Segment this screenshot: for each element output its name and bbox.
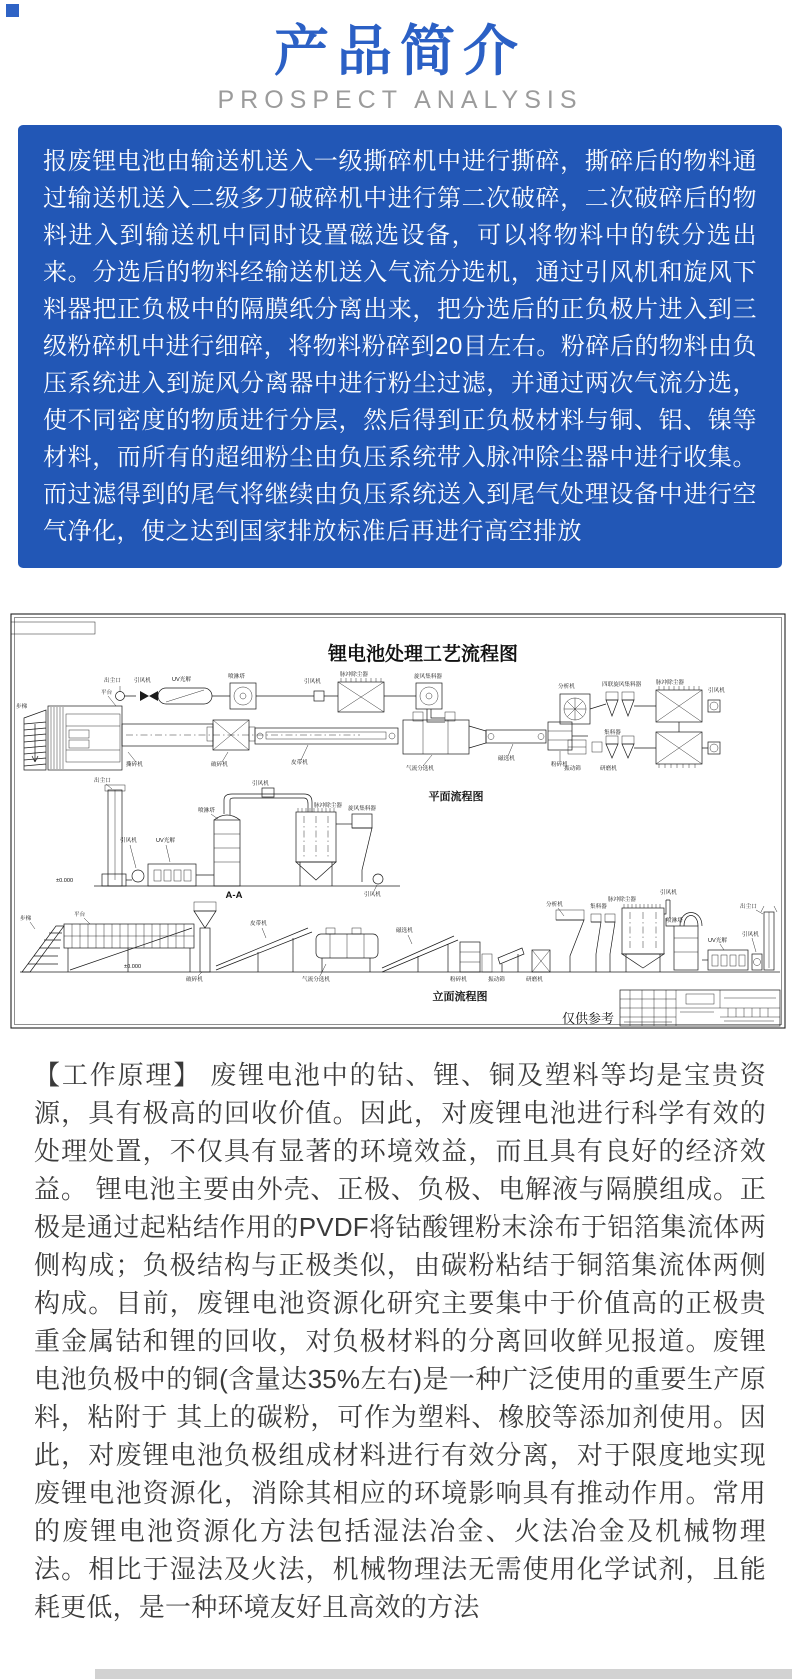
mill-label: 粉碎机 — [551, 762, 568, 768]
collector-label-plan: 集料器 — [604, 730, 621, 736]
fan-label-plan1: 引风机 — [134, 678, 151, 684]
pulse-collector-label-plan: 脉冲除尘器 — [340, 672, 368, 678]
working-principle-text: 【工作原理】 废锂电池中的钴、锂、铜及塑料等均是宝贵资源，具有极高的回收价值。因此，对废锂电池进行科学有效的处理处置，不仅具有显著的环境效益，而且具有良好的经济效益。 锂电池主要由外壳、正极、负极、电解液与隔膜组成。正极是通过起粘结作用的PVDF将钴酸锂粉末涂布于铝箔集流体两侧构成；负极结构与正极类似，由碳粉粘结于铜箔集流体两侧构成。目前，废锂电池资源化研究主要集中于价值高的正极贵重金属钴和锂的回收，对负极材料的分离回收鲜见报道。废锂电池负极中的铜(含量达35%左右)是一种广泛使用的重要生产原料，粘附于 其上的碳粉，可作为塑料、橡胶等添加剂使用。因此，对废锂电池负极组成材料进行有效分离，对于限度地实现废锂电池资源化，消除其相应的环境影响具有推动作用。常用的废锂电池资源化方法包括湿法冶金、火法冶金及机械物理法。相比于湿法及火法，机械物理法无需使用化学试剂，且能耗更低，是一种环境友好且高效的方法 — [34, 1060, 766, 1622]
page-title: 产品简介 — [273, 20, 526, 82]
drawing-title: 锂电池处理工艺流程图 — [327, 644, 519, 665]
process-intro-panel — [18, 125, 782, 568]
pulse-collector-label-elev: 脉冲除尘器 — [608, 897, 636, 903]
fan-label-plan2: 引风机 — [304, 679, 321, 685]
quad-cyclone-label: 四联旋风集料器 — [602, 682, 642, 688]
elevation-view — [20, 888, 780, 1003]
page-header — [0, 0, 800, 115]
process-intro-text: 报废锂电池由输送机送入一级撕碎机中进行撕碎，撕碎后的物料通过输送机送入二级多刀破碎机中进行第二次破碎，二次破碎后的物料进入到输送机中同时设置磁选设备，可以将物料中的铁分选出来。分选后的物料经输送机送入气流分选机，通过引风机和旋风下料器把正负极中的隔膜纸分离出来，把分选后的正负极片进入到三级粉碎机中进行细碎，将物料粉碎到20目左右。粉碎后的物料由负压系统进入到旋风分离器中进行粉尘过滤，并通过两次气流分选，使不同密度的物质进行分层，然后得到正负极材料与铜、铝、镍等材料，而所有的超细粉尘由负压系统带入脉冲除尘器中进行收集。而过滤得到的尾气将继续由负压系统送入到尾气处理设备中进行空气净化，使之达到国家排放标准后再进行高空排放 — [43, 148, 757, 545]
spray-tower-label-plan: 喷淋塔 — [228, 674, 245, 680]
grinder-label-plan: 研磨机 — [600, 766, 617, 772]
spray-tower-label-aa: 喷淋塔 — [198, 808, 215, 814]
fan-label-aa3: 引风机 — [364, 892, 381, 898]
uv-label-elev: UV光解 — [708, 938, 727, 944]
mill-label-elev: 粉碎机 — [450, 977, 467, 983]
right-cluster-plan — [560, 686, 720, 768]
magnetic-label-elev: 磁选机 — [396, 928, 413, 934]
shredder-label: 撕碎机 — [126, 762, 143, 768]
dust-outlet-label-elev: 出尘口 — [740, 904, 757, 910]
pulse-collector-label-aa: 脉冲除尘器 — [314, 803, 342, 809]
air-separator-label: 气流分选机 — [406, 766, 434, 772]
corner-accent-square — [6, 4, 19, 17]
grinder-label-elev: 研磨机 — [526, 977, 543, 983]
cad-drawing-svg — [8, 574, 792, 1036]
stairs-plan — [24, 710, 46, 770]
section-view-label: A-A — [225, 890, 243, 901]
uv-label-aa: UV光解 — [156, 838, 175, 844]
elevation-view-label: 立面流程图 — [432, 991, 488, 1003]
analyzer-label-elev: 分析机 — [546, 902, 563, 908]
cyclone-feeder-label-aa: 旋风集料器 — [348, 806, 376, 812]
bottom-divider-bar — [95, 1669, 792, 1679]
title-block — [620, 990, 780, 1026]
dust-outlet-label-plan: 出尘口 — [104, 678, 121, 684]
working-principle-section — [34, 1056, 766, 1626]
pulse-collector-label-plan2: 脉冲除尘器 — [656, 680, 684, 686]
belt-conveyor-plan — [122, 724, 360, 746]
uv-label-plan: UV光解 — [172, 677, 191, 683]
cyclone-feeder-label-plan: 旋风集料器 — [414, 674, 442, 680]
plan-view-label: 平面流程图 — [428, 791, 484, 803]
exhaust-line-plan — [116, 678, 446, 722]
reference-note: 仅供参考 — [561, 1011, 615, 1026]
air-separator-label-elev: 气流分选机 — [302, 977, 330, 983]
dust-outlet-label-aa: 出尘口 — [94, 778, 111, 784]
spray-tower-label-elev: 喷淋塔 — [666, 918, 683, 924]
fan-label-plan3: 引风机 — [708, 688, 725, 694]
belt-label-elev: 皮带机 — [250, 921, 267, 927]
belt-conveyor2-plan — [255, 728, 398, 744]
fan-label-elev1: 引风机 — [660, 890, 677, 896]
stairs-label: 步梯 — [16, 704, 28, 710]
page-subtitle: PROSPECT ANALYSIS — [217, 86, 583, 114]
magnetic-separator-plan — [486, 730, 546, 743]
vibrating-screen-label-plan: 振动筛 — [564, 766, 581, 772]
shredder-plan — [48, 706, 122, 770]
platform-label: 平台 — [101, 690, 113, 696]
fan-label-elev2: 引风机 — [742, 932, 759, 938]
magnetic-label: 磁选机 — [498, 756, 515, 762]
datum-label-elev: ±0.000 — [124, 964, 142, 970]
datum-label-aa: ±0.000 — [56, 878, 74, 884]
plan-view — [16, 670, 725, 803]
stairs-label-elev: 步梯 — [20, 916, 32, 922]
vibrating-screen-label-elev: 振动筛 — [488, 977, 505, 983]
collector-label-elev: 集料器 — [590, 904, 607, 910]
crusher-label-elev: 破碎机 — [186, 977, 203, 983]
platform-label-elev: 平台 — [74, 912, 86, 918]
fan-label-aa2: 引风机 — [252, 781, 269, 787]
fan-label-aa1: 引风机 — [120, 838, 137, 844]
process-flow-drawing — [8, 574, 792, 1036]
crusher-label: 破碎机 — [211, 762, 228, 768]
section-view — [56, 776, 400, 901]
belt-label: 皮带机 — [291, 760, 308, 766]
analyzer-label-plan: 分析机 — [558, 684, 575, 690]
